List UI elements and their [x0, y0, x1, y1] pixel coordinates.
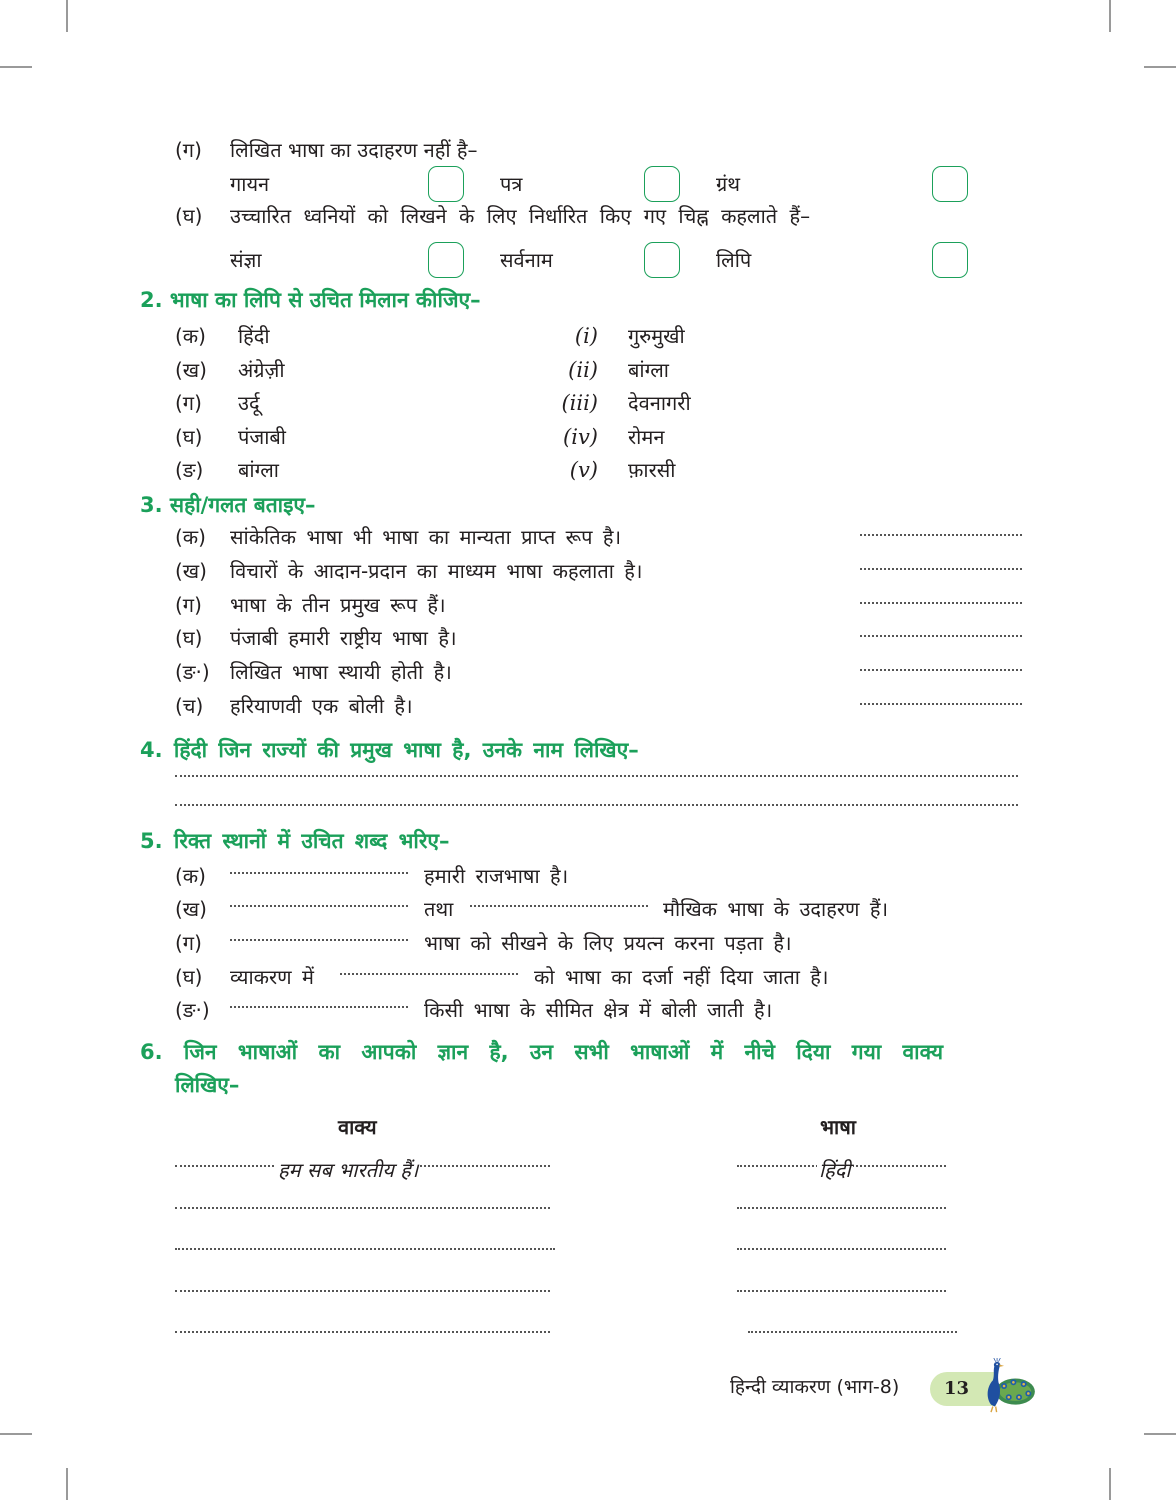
crop-mark [0, 66, 32, 68]
q4-answer-line[interactable] [175, 804, 1018, 806]
q6-sentence-line[interactable] [175, 1331, 550, 1333]
q6-language-line[interactable] [748, 1331, 957, 1333]
q2-right-label: (iii) [561, 391, 598, 415]
q4-answer-line[interactable] [175, 775, 1018, 777]
q1-gha-text: उच्चारित ध्वनियों को लिखने के लिए निर्धारित किए गए चिह्न कहलाते हैं– [230, 204, 811, 228]
q3-answer-blank[interactable] [860, 703, 1022, 705]
peacock-icon [972, 1358, 1038, 1414]
q3-item-label: (घ) [175, 626, 203, 650]
q2-left-label: (घ) [175, 425, 203, 449]
page-number: 13 [944, 1378, 970, 1399]
crop-mark [1144, 1433, 1176, 1435]
q1-ga-option-2: पत्र [500, 172, 523, 196]
peacock-feathers [996, 1379, 1035, 1405]
q3-item-label: (ग) [175, 593, 202, 617]
q3-answer-blank[interactable] [860, 669, 1022, 671]
q2-left-label: (ग) [175, 391, 202, 415]
q5-blank[interactable] [230, 1006, 408, 1008]
q3-item-label: (क) [175, 525, 206, 549]
q1-gha-checkbox-2[interactable] [644, 242, 680, 278]
q5-item-text: हमारी राजभाषा है। [424, 864, 569, 888]
q3-item-text: भाषा के तीन प्रमुख रूप हैं। [230, 593, 446, 617]
q1-gha-label: (घ) [175, 204, 203, 228]
q4-title: 4. हिंदी जिन राज्यों की प्रमुख भाषा है, उनके नाम लिखिए– [140, 738, 639, 762]
q3-answer-blank[interactable] [860, 534, 1022, 536]
q5-item-label: (ङ·) [175, 998, 210, 1022]
crop-mark [66, 0, 68, 32]
q5-item-text: तथा [424, 897, 454, 921]
q2-left-label: (क) [175, 324, 206, 348]
q6-title: 6. जिन भाषाओं का आपको ज्ञान है, उन सभी भाषाओं में नीचे दिया गया वाक्य [140, 1040, 944, 1064]
crop-mark [1144, 66, 1176, 68]
q6-language-line[interactable] [737, 1290, 946, 1292]
q1-ga-checkbox-2[interactable] [644, 166, 680, 202]
q1-ga-option-1: गायन [230, 172, 270, 196]
q3-answer-blank[interactable] [860, 568, 1022, 570]
q5-item-text: मौखिक भाषा के उदाहरण हैं। [663, 897, 889, 921]
q5-item-text: किसी भाषा के सीमित क्षेत्र में बोली जाती है। [424, 998, 773, 1022]
q1-ga-option-3: ग्रंथ [716, 172, 741, 196]
q5-item-label: (क) [175, 864, 206, 888]
q2-left-text: उर्दू [238, 391, 260, 415]
q3-item-text: पंजाबी हमारी राष्ट्रीय भाषा है। [230, 626, 457, 650]
q2-right-text: गुरुमुखी [628, 324, 685, 348]
q2-right-text: फ़ारसी [628, 458, 676, 482]
q5-blank[interactable] [230, 905, 408, 907]
q6-sentence-line[interactable] [175, 1290, 550, 1292]
q3-item-text: सांकेतिक भाषा भी भाषा का मान्यता प्राप्त रूप है। [230, 525, 622, 549]
q2-right-label: (iv) [563, 425, 598, 449]
q5-blank[interactable] [230, 872, 408, 874]
q6-example-sentence: हम सब भारतीय हैं। [278, 1158, 419, 1182]
q2-right-text: रोमन [628, 425, 665, 449]
q2-left-text: हिंदी [238, 324, 270, 348]
q5-item-text: को भाषा का दर्जा नहीं दिया जाता है। [534, 965, 829, 989]
q6-sentence-line[interactable] [175, 1207, 550, 1209]
q6-language-line[interactable] [737, 1207, 946, 1209]
q2-title: 2. भाषा का लिपि से उचित मिलान कीजिए– [140, 288, 481, 312]
q1-ga-text: लिखित भाषा का उदाहरण नहीं है– [230, 138, 478, 162]
crop-mark [66, 1468, 68, 1500]
q2-left-text: अंग्रेज़ी [238, 358, 285, 382]
q2-left-text: पंजाबी [238, 425, 286, 449]
q1-ga-label: (ग) [175, 138, 202, 162]
q5-blank[interactable] [470, 905, 648, 907]
q5-title: 5. रिक्त स्थानों में उचित शब्द भरिए– [140, 829, 450, 853]
q5-blank[interactable] [230, 939, 408, 941]
q3-item-text: विचारों के आदान-प्रदान का माध्यम भाषा कहलाता है। [230, 559, 643, 583]
q3-item-label: (च) [175, 694, 204, 718]
q3-item-label: (ख) [175, 559, 207, 583]
q5-item-label: (ख) [175, 897, 207, 921]
footer-book-title: हिन्दी व्याकरण (भाग-8) [730, 1376, 900, 1398]
q6-column-header-sentence: वाक्य [338, 1115, 377, 1139]
q6-sentence-line[interactable] [175, 1248, 555, 1250]
q6-example-language: हिंदी [819, 1158, 851, 1182]
q2-right-label: (v) [569, 458, 598, 482]
q5-item-label: (ग) [175, 931, 202, 955]
q3-item-label: (ङ·) [175, 660, 210, 684]
q6-column-header-language: भाषा [820, 1115, 856, 1139]
q2-right-label: (ii) [568, 358, 598, 382]
q3-title: 3. सही/गलत बताइए– [140, 493, 316, 517]
q2-left-label: (ख) [175, 358, 207, 382]
q3-answer-blank[interactable] [860, 602, 1022, 604]
q2-right-text: देवनागरी [628, 391, 691, 415]
q6-title-continued: लिखिए– [175, 1073, 240, 1097]
q5-item-label: (घ) [175, 965, 203, 989]
q2-left-label: (ङ) [175, 458, 204, 482]
q1-gha-checkbox-1[interactable] [428, 242, 464, 278]
q3-item-text: हरियाणवी एक बोली है। [230, 694, 413, 718]
q1-gha-option-2: सर्वनाम [500, 248, 553, 272]
q5-blank[interactable] [340, 973, 518, 975]
q2-right-text: बांग्ला [628, 358, 669, 382]
q3-item-text: लिखित भाषा स्थायी होती है। [230, 660, 452, 684]
q6-language-line[interactable] [737, 1248, 946, 1250]
q2-left-text: बांग्ला [238, 458, 279, 482]
crop-mark [0, 1433, 32, 1435]
q1-gha-option-1: संज्ञा [230, 248, 262, 272]
q3-answer-blank[interactable] [860, 635, 1022, 637]
q1-ga-checkbox-3[interactable] [932, 166, 968, 202]
q2-right-label: (i) [574, 324, 598, 348]
q1-ga-checkbox-1[interactable] [428, 166, 464, 202]
crop-mark [1109, 1468, 1111, 1500]
q5-item-text: भाषा को सीखने के लिए प्रयत्न करना पड़ता है। [424, 931, 792, 955]
q1-gha-checkbox-3[interactable] [932, 242, 968, 278]
q5-item-text: व्याकरण में [230, 965, 314, 989]
crop-mark [1109, 0, 1111, 32]
q1-gha-option-3: लिपि [716, 248, 752, 272]
